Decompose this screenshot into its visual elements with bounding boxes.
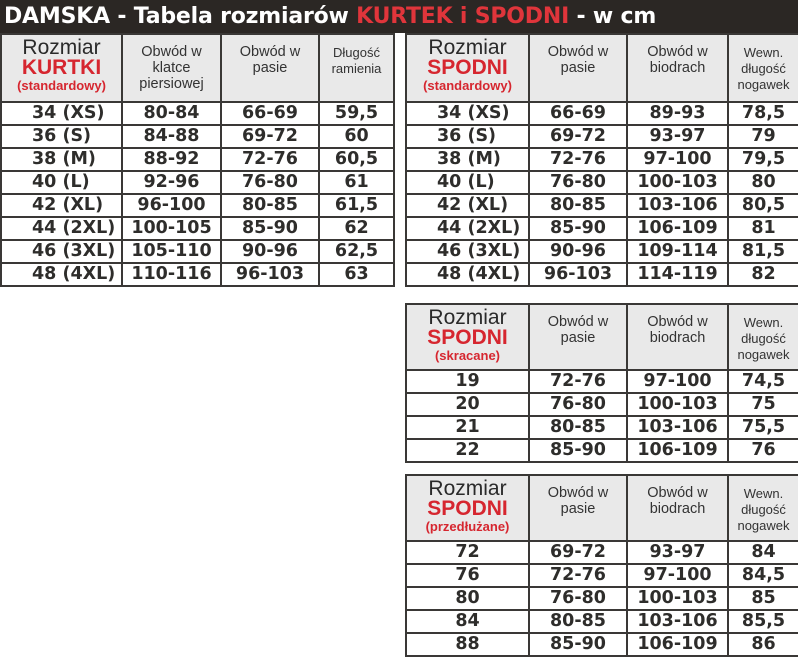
cell: 40 (L)	[1, 171, 122, 194]
cell: 21	[406, 416, 529, 439]
table-row	[1, 125, 394, 148]
cell: 97-100	[627, 564, 728, 587]
size-label: Rozmiar	[428, 36, 507, 59]
column-header: Wewn. długość nogawek	[728, 34, 798, 102]
cell: 79,5	[728, 148, 798, 171]
title-part-3: - w cm	[569, 4, 657, 29]
size-header	[406, 475, 529, 541]
cell: 114-119	[627, 263, 728, 286]
cell: 42 (XL)	[1, 194, 122, 217]
size-variant: (skracane)	[434, 348, 501, 363]
cell: 34 (XS)	[406, 102, 529, 125]
cell: 60,5	[319, 148, 394, 171]
cell: 80-85	[529, 416, 627, 439]
size-variant: (standardowy)	[423, 78, 512, 93]
table-row	[406, 125, 798, 148]
cell: 66-69	[529, 102, 627, 125]
table-row	[1, 240, 394, 263]
cell: 88	[406, 633, 529, 656]
cell: 85-90	[529, 633, 627, 656]
size-label: Rozmiar	[428, 306, 507, 329]
cell: 62,5	[319, 240, 394, 263]
cell: 82	[728, 263, 798, 286]
table-row	[406, 240, 798, 263]
cell: 80-85	[529, 610, 627, 633]
table-row	[1, 102, 394, 125]
cell: 72-76	[529, 370, 627, 393]
cell: 85	[728, 587, 798, 610]
cell: 93-97	[627, 125, 728, 148]
table-row	[406, 587, 798, 610]
cell: 90-96	[529, 240, 627, 263]
cell: 38 (M)	[406, 148, 529, 171]
table-row	[406, 610, 798, 633]
cell: 96-100	[122, 194, 221, 217]
title-part-2-red: KURTEK i SPODNI	[356, 4, 570, 29]
cell: 80,5	[728, 194, 798, 217]
column-header: Obwód w pasie	[221, 34, 319, 102]
cell: 85-90	[529, 439, 627, 462]
cell: 59,5	[319, 102, 394, 125]
table-row	[1, 217, 394, 240]
cell: 81	[728, 217, 798, 240]
spodni-skracane-table	[405, 303, 798, 463]
column-header: Obwód w biodrach	[627, 304, 728, 370]
table-row	[1, 194, 394, 217]
cell: 100-103	[627, 587, 728, 610]
cell: 88-92	[122, 148, 221, 171]
size-label: Rozmiar	[22, 36, 101, 59]
page-title	[0, 0, 798, 33]
cell: 76	[728, 439, 798, 462]
cell: 80-85	[529, 194, 627, 217]
cell: 22	[406, 439, 529, 462]
table-row	[406, 393, 798, 416]
cell: 97-100	[627, 148, 728, 171]
cell: 106-109	[627, 633, 728, 656]
cell: 66-69	[221, 102, 319, 125]
cell: 96-103	[529, 263, 627, 286]
cell: 48 (4XL)	[406, 263, 529, 286]
cell: 80	[406, 587, 529, 610]
column-header: Wewn. długość nogawek	[728, 304, 798, 370]
spodni-przedluzane-table	[405, 474, 798, 657]
size-type: SPODNI	[427, 497, 508, 520]
cell: 105-110	[122, 240, 221, 263]
table-row	[406, 102, 798, 125]
column-header: Obwód w pasie	[529, 475, 627, 541]
kurtki-standard-table	[0, 33, 395, 287]
cell: 109-114	[627, 240, 728, 263]
cell: 40 (L)	[406, 171, 529, 194]
size-label: Rozmiar	[428, 477, 507, 500]
cell: 84,5	[728, 564, 798, 587]
cell: 42 (XL)	[406, 194, 529, 217]
cell: 36 (S)	[1, 125, 122, 148]
cell: 100-105	[122, 217, 221, 240]
table-row	[406, 194, 798, 217]
cell: 76-80	[221, 171, 319, 194]
cell: 80	[728, 171, 798, 194]
cell: 85-90	[529, 217, 627, 240]
table-row	[406, 370, 798, 393]
cell: 85-90	[221, 217, 319, 240]
column-header: Wewn. długość nogawek	[728, 475, 798, 541]
size-type: KURTKI	[21, 56, 102, 79]
cell: 72-76	[221, 148, 319, 171]
table-row	[1, 148, 394, 171]
column-header: Obwód w biodrach	[627, 475, 728, 541]
cell: 20	[406, 393, 529, 416]
column-header: Obwód w pasie	[529, 34, 627, 102]
cell: 103-106	[627, 194, 728, 217]
cell: 69-72	[221, 125, 319, 148]
cell: 84	[728, 541, 798, 564]
size-type: SPODNI	[427, 56, 508, 79]
size-header	[406, 304, 529, 370]
cell: 36 (S)	[406, 125, 529, 148]
cell: 44 (2XL)	[1, 217, 122, 240]
cell: 60	[319, 125, 394, 148]
cell: 92-96	[122, 171, 221, 194]
cell: 103-106	[627, 610, 728, 633]
cell: 46 (3XL)	[406, 240, 529, 263]
cell: 97-100	[627, 370, 728, 393]
cell: 103-106	[627, 416, 728, 439]
table-row	[406, 171, 798, 194]
cell: 34 (XS)	[1, 102, 122, 125]
size-variant: (standardowy)	[17, 78, 106, 93]
cell: 84-88	[122, 125, 221, 148]
table-row	[1, 171, 394, 194]
cell: 76	[406, 564, 529, 587]
cell: 74,5	[728, 370, 798, 393]
table-row	[406, 633, 798, 656]
cell: 72-76	[529, 564, 627, 587]
cell: 69-72	[529, 125, 627, 148]
cell: 69-72	[529, 541, 627, 564]
cell: 106-109	[627, 217, 728, 240]
cell: 75	[728, 393, 798, 416]
cell: 93-97	[627, 541, 728, 564]
cell: 78,5	[728, 102, 798, 125]
table-row	[406, 416, 798, 439]
cell: 76-80	[529, 171, 627, 194]
title-part-1: DAMSKA - Tabela rozmiarów	[4, 4, 357, 29]
cell: 38 (M)	[1, 148, 122, 171]
cell: 110-116	[122, 263, 221, 286]
table-row	[406, 148, 798, 171]
cell: 96-103	[221, 263, 319, 286]
cell: 62	[319, 217, 394, 240]
column-header: Obwód w biodrach	[627, 34, 728, 102]
table-row	[406, 263, 798, 286]
table-row	[406, 541, 798, 564]
size-variant: (przedłużane)	[425, 519, 510, 534]
size-type: SPODNI	[427, 326, 508, 349]
cell: 72-76	[529, 148, 627, 171]
cell: 79	[728, 125, 798, 148]
cell: 63	[319, 263, 394, 286]
cell: 76-80	[529, 393, 627, 416]
column-header: Obwód w pasie	[529, 304, 627, 370]
cell: 75,5	[728, 416, 798, 439]
table-row	[406, 217, 798, 240]
cell: 80-85	[221, 194, 319, 217]
cell: 48 (4XL)	[1, 263, 122, 286]
column-header: Obwód w klatce piersiowej	[122, 34, 221, 102]
cell: 61	[319, 171, 394, 194]
table-row	[406, 564, 798, 587]
column-header: Długość ramienia	[319, 34, 394, 102]
cell: 80-84	[122, 102, 221, 125]
size-header	[406, 34, 529, 102]
cell: 106-109	[627, 439, 728, 462]
cell: 90-96	[221, 240, 319, 263]
cell: 84	[406, 610, 529, 633]
cell: 89-93	[627, 102, 728, 125]
cell: 85,5	[728, 610, 798, 633]
cell: 72	[406, 541, 529, 564]
cell: 100-103	[627, 171, 728, 194]
cell: 19	[406, 370, 529, 393]
table-row	[1, 263, 394, 286]
spodni-standard-table	[405, 33, 798, 287]
size-header	[1, 34, 122, 102]
cell: 44 (2XL)	[406, 217, 529, 240]
table-row	[406, 439, 798, 462]
cell: 100-103	[627, 393, 728, 416]
cell: 81,5	[728, 240, 798, 263]
cell: 76-80	[529, 587, 627, 610]
cell: 46 (3XL)	[1, 240, 122, 263]
cell: 61,5	[319, 194, 394, 217]
cell: 86	[728, 633, 798, 656]
